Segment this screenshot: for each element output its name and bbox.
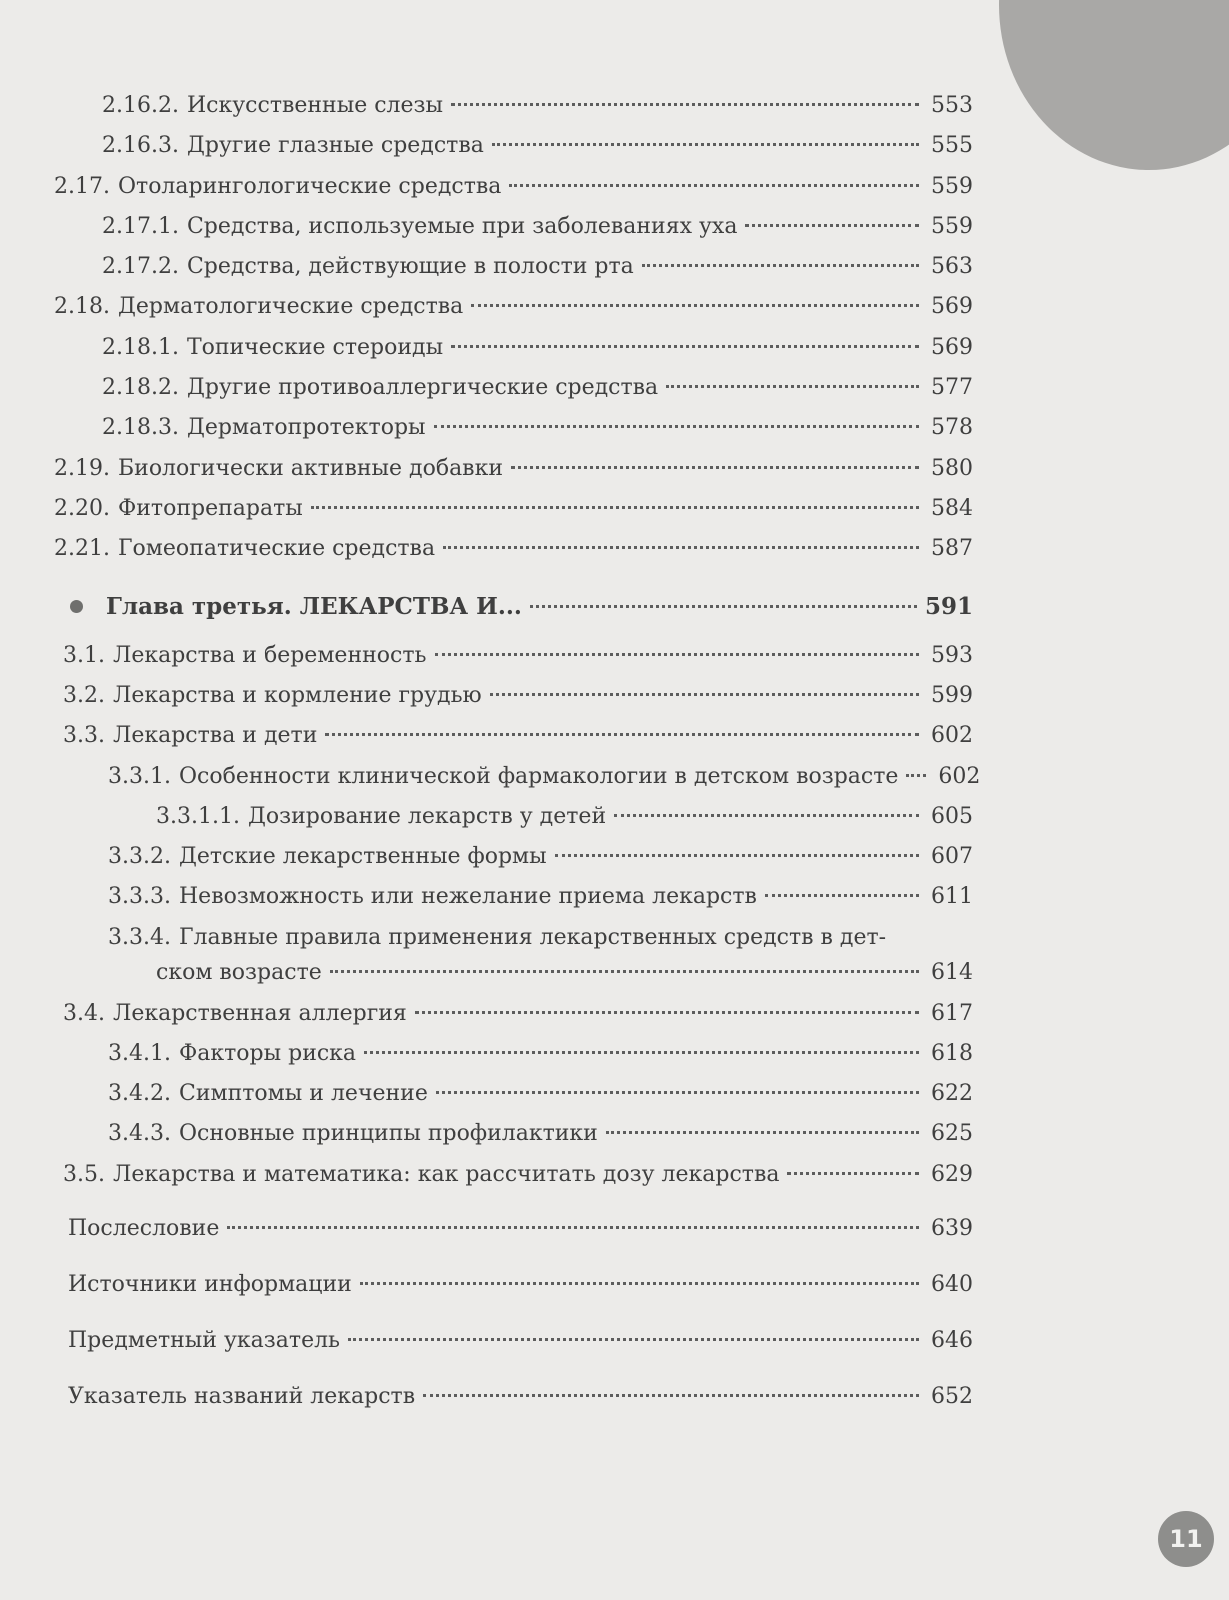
toc-entry-number: 3.4.1. xyxy=(108,1041,171,1066)
toc-entry-page: 569 xyxy=(931,294,973,319)
toc-leader-dots xyxy=(765,894,919,897)
toc-leader-dots xyxy=(451,103,919,106)
toc-entry-page: 622 xyxy=(931,1081,973,1106)
toc-entry-title: Лекарственная аллергия xyxy=(112,1001,407,1026)
toc-entry-title: Главные правила применения лекарственных средств в дет- xyxy=(178,925,887,950)
toc-row xyxy=(156,804,973,830)
toc-leader-dots xyxy=(509,184,919,187)
toc-entry-number: 2.18. xyxy=(54,294,110,319)
toc-entry-title: Отоларингологические средства xyxy=(117,174,502,199)
toc-entry-page: 611 xyxy=(931,884,973,909)
toc-entry-title: Топические стероиды xyxy=(186,335,444,360)
toc-row xyxy=(102,214,973,240)
toc-entry-title: Указатель названий лекарств xyxy=(68,1384,416,1409)
toc-row xyxy=(102,93,973,119)
toc-entry-number: 3.3. xyxy=(63,723,105,748)
toc-row xyxy=(102,415,973,441)
toc-leader-dots xyxy=(227,1226,919,1229)
toc-entry-page: 584 xyxy=(931,496,973,521)
toc-row xyxy=(108,1081,973,1107)
toc-entry-page: 629 xyxy=(931,1162,973,1187)
toc-entry-page: 553 xyxy=(931,93,973,118)
toc-entry-page: 602 xyxy=(938,764,981,789)
toc-entry-title: Средства, используемые при заболеваниях уха xyxy=(186,214,738,239)
page-number-badge: 11 xyxy=(1158,1511,1214,1567)
toc-entry-number: 2.16.3. xyxy=(102,133,179,158)
toc-leader-dots xyxy=(787,1172,919,1175)
toc-row xyxy=(63,1001,973,1027)
toc-entry-title: Основные принципы профилактики xyxy=(178,1121,598,1146)
toc-entry-title: Другие глазные средства xyxy=(186,133,484,158)
toc-entry-title: Послесловие xyxy=(68,1216,220,1241)
toc-entry-page: 555 xyxy=(931,133,973,158)
chapter-page: 591 xyxy=(924,593,973,620)
toc-entry-title: Фитопрепараты xyxy=(117,496,303,521)
toc-entry-number: 2.18.3. xyxy=(102,415,179,440)
toc-row xyxy=(102,254,973,280)
toc-row xyxy=(68,1384,973,1410)
toc-entry-page: 587 xyxy=(931,536,973,561)
toc-row xyxy=(54,174,973,200)
toc-leader-dots xyxy=(666,385,919,388)
toc-row xyxy=(68,1216,973,1242)
toc-entry-number: 3.3.4. xyxy=(108,925,171,950)
toc-entry-title: Детские лекарственные формы xyxy=(178,844,547,869)
toc-entry-title: Другие противоаллергические средства xyxy=(186,375,659,400)
toc-entry-title: Лекарства и математика: как рассчитать дозу лекарства xyxy=(112,1162,780,1187)
toc-entry-page: 569 xyxy=(931,335,973,360)
toc-leader-dots xyxy=(451,345,919,348)
toc-entry-page: 593 xyxy=(931,643,973,668)
toc-leader-dots xyxy=(492,143,919,146)
toc-entry-page: 640 xyxy=(931,1272,973,1297)
toc-row-multiline-end xyxy=(156,960,973,986)
toc-row xyxy=(102,133,973,159)
toc-entry-number: 2.16.2. xyxy=(102,93,179,118)
toc-entry-number: 2.21. xyxy=(54,536,110,561)
toc-leader-dots xyxy=(471,304,919,307)
toc-entry-number: 2.17.1. xyxy=(102,214,179,239)
toc-leader-dots xyxy=(360,1282,919,1285)
toc-leader-dots xyxy=(530,605,917,608)
toc-leader-dots xyxy=(348,1338,919,1341)
toc-row xyxy=(63,683,973,709)
toc-entry-number: 3.3.1.1. xyxy=(156,804,240,829)
toc-entry-page: 617 xyxy=(931,1001,973,1026)
toc-entry-page: 602 xyxy=(931,723,973,748)
toc-leader-dots xyxy=(435,653,920,656)
toc-entry-title: Симптомы и лечение xyxy=(178,1081,428,1106)
toc-entry-page: 559 xyxy=(931,174,973,199)
toc-entry-page: 577 xyxy=(931,375,973,400)
toc-entry-title: Лекарства и беременность xyxy=(112,643,427,668)
toc-entry-title: Искусственные слезы xyxy=(186,93,444,118)
toc-entry-page: 607 xyxy=(931,844,973,869)
toc-entry-page: 605 xyxy=(931,804,973,829)
toc-row xyxy=(108,1121,973,1147)
toc-leader-dots xyxy=(325,733,919,736)
toc-leader-dots xyxy=(906,774,926,777)
toc-entry-number: 2.18.2. xyxy=(102,375,179,400)
toc-entry-title: Лекарства и кормление грудью xyxy=(112,683,482,708)
toc-entry-page: 639 xyxy=(931,1216,973,1241)
toc-leader-dots xyxy=(443,546,919,549)
toc-row xyxy=(54,456,973,482)
toc-entry-number: 3.1. xyxy=(63,643,105,668)
toc-entry-title: Дозирование лекарств у детей xyxy=(247,804,607,829)
toc-row xyxy=(102,335,973,361)
toc-entry-page: 563 xyxy=(931,254,973,279)
toc-entry-page: 646 xyxy=(931,1328,973,1353)
toc-entry-page: 618 xyxy=(931,1041,973,1066)
toc-leader-dots xyxy=(311,506,919,509)
toc-row xyxy=(63,643,973,669)
toc-row xyxy=(108,884,973,910)
toc-row xyxy=(54,496,973,522)
toc-leader-dots xyxy=(511,466,919,469)
toc-entry-title: Предметный указатель xyxy=(68,1328,341,1353)
toc-row xyxy=(108,844,973,870)
toc-entry-number: 2.17. xyxy=(54,174,110,199)
toc-entry-title: Средства, действующие в полости рта xyxy=(186,254,634,279)
toc-entry-number: 2.18.1. xyxy=(102,335,179,360)
toc-leader-dots xyxy=(642,264,919,267)
toc-entry-title: Особенности клинической фармакологии в детском возрасте xyxy=(178,764,899,789)
toc-entry-page: 580 xyxy=(931,456,973,481)
toc-row xyxy=(63,1162,973,1188)
toc-entry-title: Дерматологические средства xyxy=(117,294,464,319)
toc-row xyxy=(54,536,973,562)
toc-row xyxy=(54,294,973,320)
toc-leader-dots xyxy=(434,425,919,428)
toc-entry-page: 614 xyxy=(931,960,973,985)
toc-entry-title: Факторы риска xyxy=(178,1041,357,1066)
toc-entry-title: Невозможность или нежелание приема лекарств xyxy=(178,884,757,909)
toc-entry-title: Биологически активные добавки xyxy=(117,456,503,481)
chapter-title: Глава третья. ЛЕКАРСТВА И... xyxy=(106,594,522,620)
toc-entry-number: 2.19. xyxy=(54,456,110,481)
toc-entry-number: 3.4.2. xyxy=(108,1081,171,1106)
toc-row xyxy=(63,723,973,749)
toc-entry-title: Гомеопатические средства xyxy=(117,536,436,561)
toc-entry-number: 2.20. xyxy=(54,496,110,521)
toc-leader-dots xyxy=(555,854,919,857)
toc-row xyxy=(102,375,973,401)
toc-entry-number: 3.4. xyxy=(63,1001,105,1026)
toc-entry-page: 599 xyxy=(931,683,973,708)
toc-entry-title: Источники информации xyxy=(68,1272,352,1297)
chapter-bullet-icon xyxy=(70,600,83,613)
toc-leader-dots xyxy=(423,1394,919,1397)
toc-leader-dots xyxy=(745,224,919,227)
toc-entry-title: Лекарства и дети xyxy=(112,723,318,748)
toc-leader-dots xyxy=(364,1051,919,1054)
toc-entry-title: Дерматопротекторы xyxy=(186,415,426,440)
toc-leader-dots xyxy=(436,1091,919,1094)
toc-row xyxy=(68,1272,973,1298)
toc-leader-dots xyxy=(490,693,919,696)
toc-leader-dots xyxy=(330,970,919,973)
toc-entry-number: 3.2. xyxy=(63,683,105,708)
toc-entry-number: 3.4.3. xyxy=(108,1121,171,1146)
toc-entry-page: 652 xyxy=(931,1384,973,1409)
toc-entry-number: 2.17.2. xyxy=(102,254,179,279)
toc-entry-number: 3.5. xyxy=(63,1162,105,1187)
chapter-heading-row xyxy=(106,594,973,620)
toc-leader-dots xyxy=(614,814,919,817)
toc-row xyxy=(108,1041,973,1067)
toc-leader-dots xyxy=(415,1011,919,1014)
toc-entry-page: 578 xyxy=(931,415,973,440)
toc-row-multiline-start xyxy=(108,925,886,951)
toc-entry-number: 3.3.2. xyxy=(108,844,171,869)
toc-row xyxy=(108,764,981,790)
toc-entry-page: 625 xyxy=(931,1121,973,1146)
toc-row xyxy=(68,1328,973,1354)
toc-entry-page: 559 xyxy=(931,214,973,239)
toc-entry-number: 3.3.1. xyxy=(108,764,171,789)
toc-entry-title-continuation: ском возрасте xyxy=(156,960,322,985)
toc-leader-dots xyxy=(606,1131,919,1134)
toc-entry-number: 3.3.3. xyxy=(108,884,171,909)
